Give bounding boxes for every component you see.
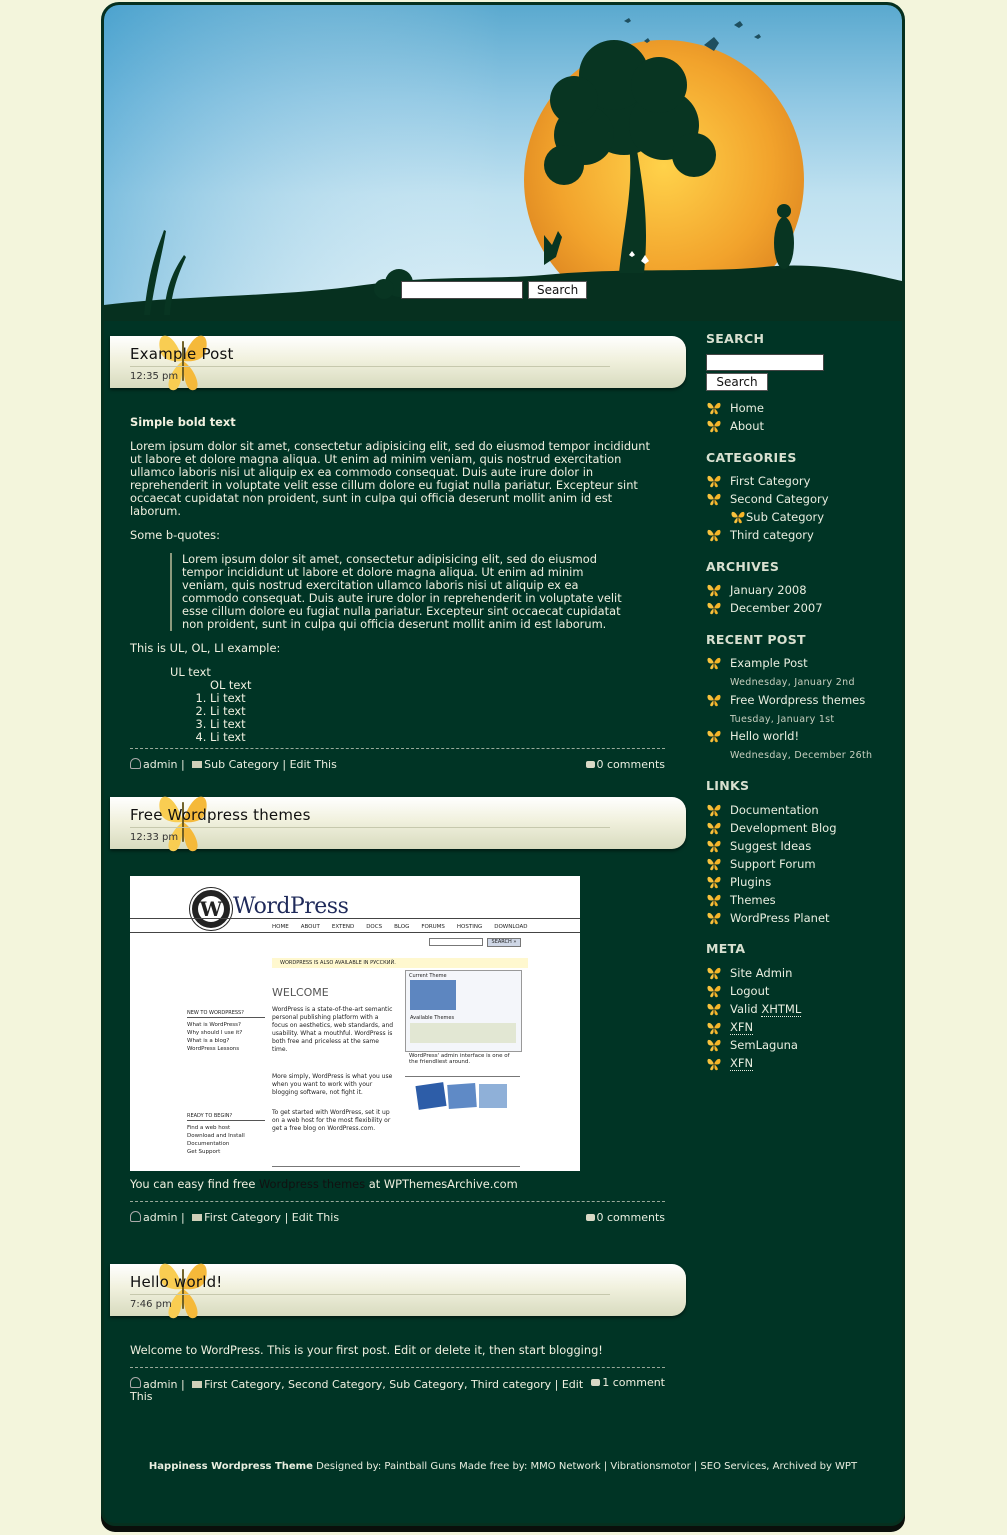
post-title-box [110, 336, 686, 388]
sidebar-search-button[interactable]: Search [706, 373, 768, 391]
butterfly-icon [706, 492, 722, 506]
meta-valid-xhtml[interactable]: XHTML [761, 1002, 802, 1016]
wordpress-screenshot: W WordPress HOME ABOUT EXTEND DOCS BLOG FORUMS HOSTING DOWNLOAD SEARCH » WORDPRESS IS ALSO AVAILABLE IN РУССКИЙ. WELCOME WordPress is a state-of-the-art semantic personal publishing platform with a focus on aesthetics, web standards, and usability. What a mouthful. WordPress is both free and priceless at the same time. More simply, WordPress is what you use when you want to work with your blogging software, not fight it. To get started with WordPress, set it up on a web host for the most flexibility or get a free blog on WordPress.com. NEW TO WORDPRESS? What is WordPress? Why should I use it? What is a blog? WordPress Lessons READY TO BEGIN? Find a web host Download and Install Documentation Get Support Current Theme Available Themes WordPress' admin interface is one of the friendliest around. [130, 876, 580, 1171]
butterfly-icon [706, 474, 722, 488]
post-title-box [110, 797, 686, 849]
link-wp-planet[interactable]: WordPress Planet [730, 911, 830, 925]
sidebar-heading-categories: CATEGORIES [706, 450, 797, 465]
post-title[interactable]: Free Wordpress themes [130, 806, 311, 824]
category-second[interactable]: Second Category [730, 492, 829, 506]
recent-post-date: Wednesday, December 26th [730, 750, 873, 761]
butterfly-icon [706, 1038, 722, 1052]
butterfly-icon [706, 911, 722, 925]
wordpress-themes-link[interactable]: Wordpress themes [258, 1177, 366, 1191]
sidebar-heading-search: SEARCH [706, 331, 765, 346]
butterfly-icon [706, 984, 722, 998]
sidebar-heading-links: LINKS [706, 778, 750, 793]
blockquote: Lorem ipsum dolor sit amet, consectetur adipisicing elit, sed do eiusmod tempor incididunt ut labore et dolore magna aliqua. Ut enim ad minim veniam, quis nostrud exercitation ullamco laboris nisi ut aliquip ex ea commodo consequat. Duis aute irure dolor in reprehenderit in voluptate velit esse cillum dolore eu fugiat nulla pariatur. Excepteur sint occaecat cupidatat non proident, sunt in culpa qui officia deserunt mollit anim id est laborum. [170, 553, 625, 631]
butterfly-icon [706, 693, 722, 707]
comments-link[interactable]: 1 comment [602, 1376, 665, 1389]
ol-text: OL text [210, 678, 252, 692]
link-themes[interactable]: Themes [730, 893, 776, 907]
recent-post-link[interactable]: Free Wordpress themes [730, 693, 866, 707]
list-item: 3. Li text [210, 718, 665, 731]
post-time: 7:46 pm [130, 1299, 172, 1310]
page-wrapper: Search Example Post 12:35 pm Simple bold text Lorem ipsum dolor sit amet, consectetur adipisicing elit, sed do eiusmod tempor incididunt ut labore et dolore magna aliqua. Ut enim ad minim veniam, quis nostrud exercitation ullamco laboris nisi ut aliquip ex ea commodo consequat. Duis aute irure dolor in reprehenderit in voluptate velit esse cillum dolore eu fugiat nulla pariatur. Excepteur sint occaecat cupidatat non proident, sunt in culpa qui officia deserunt mollit anim id est laborum. Some b-quotes: Lorem ipsum dolor sit amet, consectetur adipisicing elit, sed do eiusmod tempor incididunt ut labore et dolore magna aliqua. Ut enim ad minim veniam, quis nostrud exercitation ullamco laboris nisi ut aliquip ex ea commodo consequat. Duis aute irure dolor in reprehenderit in voluptate velit esse cillum dolore eu fugiat nulla pariatur. Excepteur sint occaecat cupidatat non proident, sunt in culpa qui officia deserunt mollit anim id est laborum. This is UL, OL, LI example: UL text OL text 1. Li text 2. Li text 3. Li text 4. Li text admin | Sub Category | Edit This 0 comments Free Wordpress themes 12:33 pm W WordPress HOME ABOUT EXTEND DOCS BLOG FORUMS HOSTING DOWNLOAD SEARCH » WORDPRESS IS ALSO AVAILABLE IN РУССКИЙ. WELCOME WordPress is a state-of-the-art semantic personal publishing platform with a focus on aesthetics, web standards, and usability. What a mouthful. WordPress is both free and priceless at the same time. More simply, WordPress is what you use when you want to work with your blogging software, not fight it. To get started with WordPress, set it up on a web host for the most flexibility or get a free blog on WordPress.com. NEW TO WORDPRESS? What is WordPress? Why should I use it? What is a blog? WordPress Lessons READY TO BEGIN? Find a web host Download and Install Documentation Get Support Current Theme Available Themes WordPress' admin interface is one of the friendliest around. You can easy find free Wordpress themes at WPThemesArchive.com admin | First Category | Edit This 0 comments Hello world! 7:46 pm Welcome to WordPress. This is your first post. Edit or delete it, then start blogging! admin | First Category, Second Category, Sub Category, Third category | Edit 1 comment This SEARCH Search Home About CATEGORIES First Category Second Category Sub Category Third category ARCHIVES January 2008 December 2007 RECENT POST Example Post Wednesday, January 2nd Free Wordpress themes Tuesday, January 1st Hello world! Wednesday, December 26th LINKS Documentation Development Blog Suggest Ideas Support Forum Plugins Themes WordPress Planet META Site Admin Logout Valid XHTML XFN SemLaguna XFN Happiness Wordpress Theme Designed by: Paintball Guns Made free by: MMO Network | Vibrationsmotor | SEO Services, Archived by WPT [101, 2, 905, 1526]
link-plugins[interactable]: Plugins [730, 875, 772, 889]
category-third[interactable]: Third category [730, 528, 814, 542]
butterfly-icon [706, 583, 722, 597]
folder-icon [192, 1214, 202, 1221]
butterfly-icon [706, 821, 722, 835]
butterfly-icon [706, 601, 722, 615]
post-meta: admin | Sub Category | Edit This 0 comments [130, 758, 665, 771]
recent-post-date: Wednesday, January 2nd [730, 677, 855, 688]
comment-icon [586, 761, 595, 768]
landscape-illustration [104, 5, 902, 321]
edit-link[interactable]: Edit This [289, 758, 337, 771]
archive-dec-2007[interactable]: December 2007 [730, 601, 823, 615]
screenshot-nav: HOME ABOUT EXTEND DOCS BLOG FORUMS HOSTING DOWNLOAD [272, 924, 528, 930]
archive-jan-2008[interactable]: January 2008 [730, 583, 807, 597]
category-link[interactable]: First Category [204, 1211, 282, 1224]
sidebar-heading-meta: META [706, 941, 746, 956]
recent-post-link[interactable]: Hello world! [730, 729, 800, 743]
bold-text: Simple bold text [130, 415, 236, 429]
link-support-forum[interactable]: Support Forum [730, 857, 816, 871]
post-title-box [110, 1264, 686, 1316]
wordpress-logo-icon: W [190, 888, 232, 930]
post-text: You can easy find free [130, 1177, 259, 1191]
comment-icon [586, 1214, 595, 1221]
page-link-about[interactable]: About [730, 419, 765, 433]
post-meta: admin | First Category | Edit This 0 comments [130, 1211, 665, 1224]
butterfly-icon [706, 875, 722, 889]
recent-post-link[interactable]: Example Post [730, 656, 808, 670]
butterfly-icon [706, 729, 722, 743]
footer-credits: Designed by: Paintball Guns Made free by: MMO Network | Vibrationsmotor | SEO Services, Archived by WPT [312, 1461, 858, 1472]
butterfly-icon [730, 510, 746, 524]
meta-semlaguna[interactable]: SemLaguna [730, 1038, 798, 1052]
author-link[interactable]: admin [143, 1211, 178, 1224]
list-item: 4. Li text [210, 731, 665, 744]
comment-icon [591, 1379, 600, 1386]
list-item: 1. Li text [210, 692, 665, 705]
post-meta: admin | First Category, Second Category, Sub Category, Third category | Edit 1 comment This [130, 1376, 665, 1403]
butterfly-icon [706, 401, 722, 415]
ul-text: UL text [170, 665, 211, 679]
folder-icon [192, 1381, 202, 1388]
link-dev-blog[interactable]: Development Blog [730, 821, 837, 835]
butterfly-icon [706, 1021, 722, 1035]
butterfly-icon [706, 419, 722, 433]
butterfly-icon [706, 1002, 722, 1016]
footer [104, 1461, 902, 1472]
butterfly-icon [706, 1057, 722, 1071]
folder-icon [192, 761, 202, 768]
page-link-home[interactable]: Home [730, 401, 764, 415]
header-search-input[interactable] [401, 281, 523, 299]
link-documentation[interactable]: Documentation [730, 803, 819, 817]
sidebar-heading-archives: ARCHIVES [706, 559, 780, 574]
post-time: 12:33 pm [130, 832, 179, 843]
header-banner [104, 5, 902, 321]
category-link[interactable]: First Category, Second Category, Sub Category, Third category [204, 1378, 552, 1391]
post-free-themes: Free Wordpress themes 12:33 pm W WordPress HOME ABOUT EXTEND DOCS BLOG FORUMS HOSTING DOWNLOAD SEARCH » WORDPRESS IS ALSO AVAILABLE IN РУССКИЙ. WELCOME WordPress is a state-of-the-art semantic personal publishing platform with a focus on aesthetics, web standards, and usability. What a mouthful. WordPress is both free and priceless at the same time. More simply, WordPress is what you use when you want to work with your blogging software, not fight it. To get started with WordPress, set it up on a web host for the most flexibility or get a free blog on WordPress.com. NEW TO WORDPRESS? What is WordPress? Why should I use it? What is a blog? WordPress Lessons READY TO BEGIN? Find a web host Download and Install Documentation Get Support Current Theme Available Themes WordPress' admin interface is one of the friendliest around. You can easy find free Wordpress themes at WPThemesArchive.com admin | First Category | Edit This 0 comments [110, 797, 686, 1237]
link-suggest-ideas[interactable]: Suggest Ideas [730, 839, 812, 853]
butterfly-icon [706, 893, 722, 907]
edit-link[interactable]: Edit This [291, 1211, 340, 1224]
recent-post-date: Tuesday, January 1st [730, 714, 835, 725]
post-time: 12:35 pm [130, 371, 179, 382]
list-intro: This is UL, OL, LI example: [130, 641, 281, 655]
meta-xfn-2[interactable]: XFN [730, 1056, 754, 1070]
butterfly-icon [706, 656, 722, 670]
list-item: 2. Li text [210, 705, 665, 718]
post-title[interactable]: Hello world! [130, 1273, 223, 1291]
comments-link[interactable]: 0 comments [596, 758, 665, 771]
post-paragraph: Lorem ipsum dolor sit amet, consectetur adipisicing elit, sed do eiusmod tempor incididunt ut labore et dolore magna aliqua. Ut enim ad minim veniam, quis nostrud exercitation ullamco laboris nisi ut aliquip ex ea commodo consequat. Duis aute irure dolor in reprehenderit in voluptate velit esse cillum dolore eu fugiat nulla pariatur. Excepteur sint occaecat cupidatat non proident, sunt in culpa qui officia deserunt mollit anim id est laborum. [130, 439, 650, 518]
butterfly-icon [706, 528, 722, 542]
user-icon [130, 1377, 141, 1388]
author-link[interactable]: admin [143, 1378, 178, 1391]
bquote-intro: Some b-quotes: [130, 528, 220, 542]
butterfly-icon [706, 839, 722, 853]
meta-xfn[interactable]: XFN [730, 1020, 754, 1034]
category-link[interactable]: Sub Category [204, 758, 279, 771]
meta-logout[interactable]: Logout [730, 984, 770, 998]
edit-link-wrap[interactable]: This [130, 1390, 153, 1403]
wordpress-logo-text: WordPress [233, 894, 349, 919]
post-example [110, 336, 686, 771]
butterfly-icon [706, 857, 722, 871]
author-link[interactable]: admin [143, 758, 178, 771]
butterfly-icon [706, 803, 722, 817]
meta-site-admin[interactable]: Site Admin [730, 966, 793, 980]
footer-theme-name: Happiness Wordpress Theme [148, 1461, 313, 1472]
user-icon [130, 758, 141, 769]
post-title[interactable]: Example Post [130, 345, 234, 363]
edit-link[interactable]: Edit [561, 1378, 584, 1391]
header-search-button[interactable]: Search [528, 281, 587, 299]
comments-link[interactable]: 0 comments [596, 1211, 665, 1224]
butterfly-icon [706, 966, 722, 980]
post-hello-world [110, 1264, 686, 1414]
category-sub[interactable]: Sub Category [746, 510, 825, 524]
sidebar-heading-recent: RECENT POST [706, 632, 806, 647]
post-text: Welcome to WordPress. This is your first post. Edit or delete it, then start blogging! [130, 1343, 603, 1357]
sidebar-search-input[interactable] [706, 354, 824, 371]
user-icon [130, 1211, 141, 1222]
category-first[interactable]: First Category [730, 474, 811, 488]
